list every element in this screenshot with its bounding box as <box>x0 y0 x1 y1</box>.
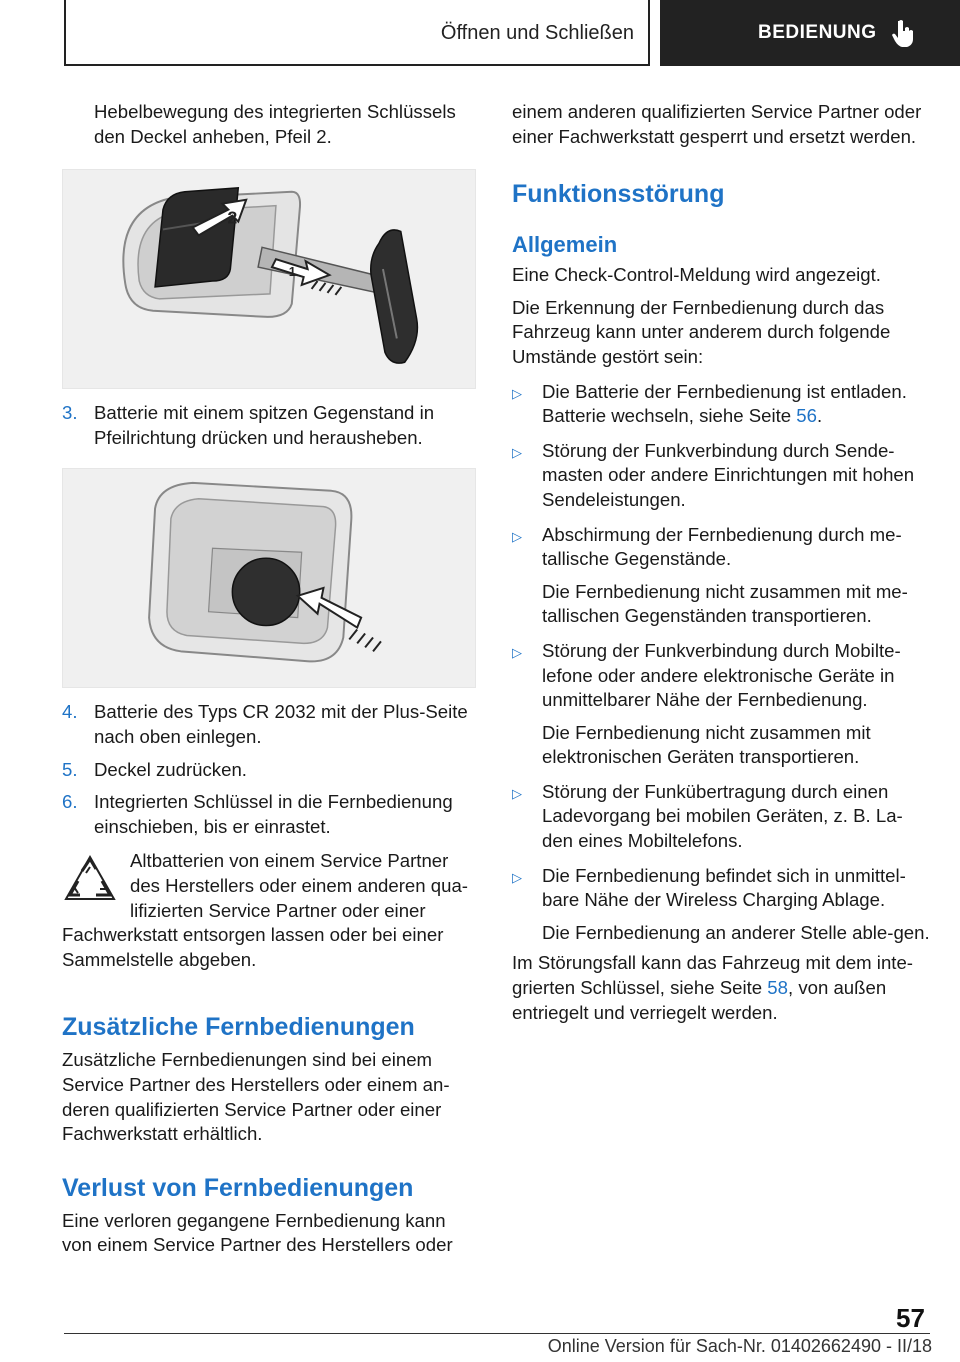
list-item-text: Die Fernbedienung befindet sich in unmittel-bare Nähe der Wireless Charging Ablage. <box>542 864 906 911</box>
list-item <box>512 439 932 513</box>
paragraph-check-control: Eine Check-Control-Meldung wird angezeigt. <box>512 264 881 286</box>
paragraph-detection: Die Erkennung der Fernbedienung durch das Fahrzeug kann unter anderem durch folgende Umstände gestört sein: <box>512 296 891 367</box>
step-item <box>62 700 476 749</box>
recycling-note-lead: Altbatterien von einem Service Partner des Herstellers oder einem anderen qua-lifizierten Service Partner oder einer <box>130 850 468 921</box>
continued-paragraph: einem anderen qualifizierten Service Partner oder einer Fachwerkstatt gesperrt und ersetzt werden. <box>512 101 922 147</box>
header-section-label: Öffnen und Schließen <box>440 21 634 44</box>
recycling-note <box>62 849 476 972</box>
list-item <box>512 523 932 572</box>
malfunction-causes-list <box>512 380 932 946</box>
section-text-lost-remotes: Eine verloren gegangene Fernbedienung kann von einem Service Partner des Herstellers oder <box>62 1209 453 1256</box>
intro-paragraph: Hebelbewegung des integrierten Schlüssels den Deckel anheben, Pfeil 2. <box>94 101 456 147</box>
footer-divider <box>64 1333 930 1334</box>
paragraph-text-part: Im Störungsfall kann das Fahrzeug mit dem inte-grierten Schlüssel, siehe Seite <box>512 952 913 999</box>
header-chapter-label: BEDIENUNG <box>758 22 877 43</box>
hand-pointer-icon <box>891 19 917 47</box>
step-number: 4. <box>62 701 78 723</box>
step-text: Batterie mit einem spitzen Gegenstand in Pfeilrichtung drücken und herausheben. <box>94 402 435 448</box>
step-item <box>62 758 476 783</box>
section-title-lost-remotes: Verlust von Fernbedienungen <box>62 1173 414 1202</box>
bullet-triangle-icon: ▷ <box>512 528 522 544</box>
bullet-triangle-icon: ▷ <box>512 444 522 460</box>
step-text: Integrierten Schlüssel in die Fernbedienung einschieben, bis er einrastet. <box>94 791 453 837</box>
right-column <box>512 100 932 1025</box>
step-item <box>62 401 476 450</box>
list-item-text: Störung der Funkübertragung durch einen Ladevorgang bei mobilen Geräten, z. B. La-den eines Mobiltelefons. <box>542 780 903 852</box>
bullet-triangle-icon: ▷ <box>512 385 522 401</box>
paragraph-text-end: , von außen entriegelt und verriegelt werden. <box>512 977 887 1023</box>
list-item-text: Störung der Funkverbindung durch Sende-masten oder andere Einrichtungen mit hohen Sendeleistungen. <box>542 439 915 510</box>
page-link-56[interactable]: 56 <box>796 405 817 427</box>
steps-list-a <box>62 401 476 450</box>
list-item <box>512 639 932 713</box>
list-item-text: Abschirmung der Fernbedienung durch me-tallische Gegenstände. <box>542 523 902 570</box>
step-item <box>62 790 476 839</box>
figure-key-battery <box>62 468 476 688</box>
heading-general: Allgemein <box>512 232 618 258</box>
section-title-additional-remotes: Zusätzliche Fernbedienungen <box>62 1013 415 1042</box>
step-number: 5. <box>62 758 78 780</box>
list-item <box>512 780 932 854</box>
page-link-58[interactable]: 58 <box>767 977 788 999</box>
bullet-triangle-icon: ▷ <box>512 644 522 660</box>
step-number: 6. <box>62 791 78 813</box>
figure-key-open-cover <box>62 169 476 389</box>
list-item <box>512 864 932 913</box>
recycling-note-rest: Fachwerkstatt entsorgen lassen oder bei einer Sammelstelle abgeben. <box>62 924 444 970</box>
header-section-title <box>64 0 650 66</box>
footer-online-version: Online Version für Sach-Nr. 01402662490 - II/18 <box>547 1336 932 1356</box>
list-item-note: Die Fernbedienung an anderer Stelle able-gen. <box>542 921 930 943</box>
list-item-text: Störung der Funkverbindung durch Mobilte-lefone oder andere elektronische Geräte in unmittelbarer Nähe der Fernbedienung. <box>542 639 901 711</box>
page-number: 57 <box>896 1303 925 1333</box>
bullet-triangle-icon: ▷ <box>512 869 522 885</box>
step-text: Deckel zudrücken. <box>94 758 247 780</box>
step-number: 3. <box>62 402 78 424</box>
heading-malfunction: Funktionsstörung <box>512 180 725 209</box>
bullet-triangle-icon: ▷ <box>512 785 522 801</box>
list-item-text-part: Die Batterie der Fernbedienung ist entladen. Batterie wechseln, siehe Seite <box>542 380 907 427</box>
header-chapter-tab <box>660 0 960 66</box>
arrow-2-label: 2 <box>227 207 238 228</box>
paragraph-emergency-unlock <box>512 951 932 1025</box>
arrow-1-label: 1 <box>288 264 296 280</box>
step-text: Batterie des Typs CR 2032 mit der Plus-Seite nach oben einlegen. <box>94 701 468 747</box>
list-item <box>512 380 932 429</box>
list-item-text <box>542 380 932 429</box>
section-text-additional-remotes: Zusätzliche Fernbedienungen sind bei einem Service Partner des Herstellers oder einem an-deren qualifizierten Service Partner oder einer Fachwerkstatt erhältlich. <box>62 1049 450 1145</box>
left-column <box>62 100 476 1258</box>
list-item-text-end: . <box>816 405 823 427</box>
steps-list-b <box>62 700 476 839</box>
recycling-note-text <box>62 849 476 972</box>
list-item-note: Die Fernbedienung nicht zusammen mit me-tallischen Gegenständen transportieren. <box>542 580 908 627</box>
key-open-cover-illustration <box>63 170 475 388</box>
list-item-note: Die Fernbedienung nicht zusammen mit elektronischen Geräten transportieren. <box>542 721 871 768</box>
key-battery-illustration <box>63 469 475 687</box>
recycling-icon <box>62 853 118 907</box>
